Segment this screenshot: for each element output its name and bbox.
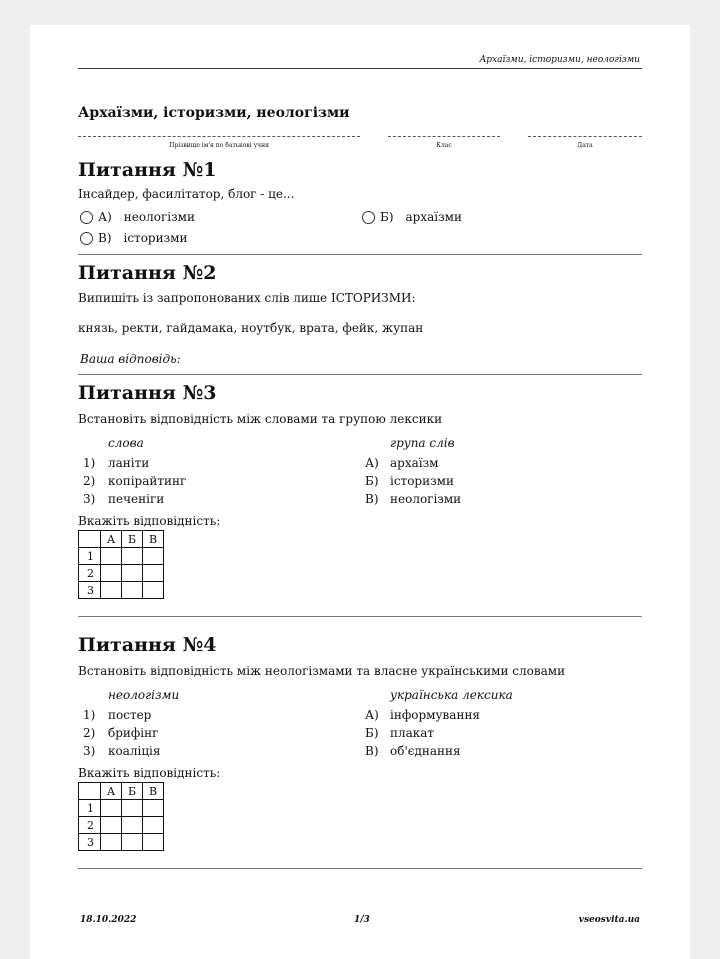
separator [78,374,642,375]
grid-col-head: Б [122,531,143,548]
left-column-head: слова [108,436,144,450]
left-column-head: неологізми [108,688,180,702]
item-label: постер [108,708,152,722]
grid-cell[interactable] [122,582,143,599]
header-rule [78,68,642,69]
item-label: ланіти [108,456,150,470]
grid-row-head: 2 [79,817,101,834]
footer-page-number: 1/3 [354,915,370,925]
item-number: 2) [83,474,96,488]
radio-icon[interactable] [80,211,93,224]
grid-cell[interactable] [101,834,122,851]
grid-cell[interactable] [122,565,143,582]
grid-cell[interactable] [143,565,164,582]
option-label: історизми [123,231,188,245]
question-1-text: Інсайдер, фасилітатор, блог - це... [78,187,295,201]
grid-row-head: 1 [79,800,101,817]
item-label: брифінг [108,726,159,740]
class-field-label: Клас [436,142,452,149]
match-left-item [83,474,186,488]
class-field-line[interactable] [388,136,500,137]
match-left-item [83,492,164,506]
option-letter: А) [98,210,112,224]
match-right-item [365,726,434,740]
radio-icon[interactable] [362,211,375,224]
separator [78,868,642,869]
item-label: об'єднання [390,744,461,758]
question-2-title: Питання №2 [78,262,217,284]
option-letter: Б) [380,210,394,224]
option-label: неологізми [123,210,195,224]
grid-cell[interactable] [143,817,164,834]
date-field-line[interactable] [528,136,642,137]
right-column-head: група слів [390,436,455,450]
answer-grid [78,530,164,599]
item-label: печеніги [108,492,165,506]
running-header: Архаїзми, історизми, неологізми [479,55,640,65]
grid-col-head: А [101,531,122,548]
item-number: 3) [83,744,96,758]
grid-cell[interactable] [101,800,122,817]
grid-cell[interactable] [143,800,164,817]
question-3-text: Встановіть відповідність між словами та групою лексики [78,412,443,426]
item-label: коаліція [108,744,161,758]
grid-cell[interactable] [101,565,122,582]
item-number: В) [365,492,379,506]
grid-cell[interactable] [122,548,143,565]
grid-row-head: 1 [79,548,101,565]
grid-row-head: 3 [79,834,101,851]
q1-option-b[interactable] [362,210,462,224]
item-number: 1) [83,456,96,470]
grid-corner [79,783,101,800]
match-left-item [83,744,160,758]
grid-cell[interactable] [122,800,143,817]
item-number: А) [365,456,379,470]
grid-col-head: А [101,783,122,800]
match-right-item [365,744,461,758]
separator [78,616,642,617]
name-field-label: Прізвище ім'я по батькові учня [169,142,269,149]
question-2-words: князь, ректи, гайдамака, ноутбук, врата, фейк, жупан [78,321,424,335]
item-number: Б) [365,474,379,488]
item-label: архаїзм [390,456,439,470]
grid-col-head: В [143,783,164,800]
grid-cell[interactable] [101,548,122,565]
document-title: Архаїзми, історизми, неологізми [78,105,350,121]
separator [78,254,642,255]
date-field-label: Дата [577,142,593,149]
item-number: В) [365,744,379,758]
option-label: архаїзми [405,210,462,224]
item-number: 2) [83,726,96,740]
grid-corner [79,531,101,548]
radio-icon[interactable] [80,232,93,245]
q1-option-a[interactable] [80,210,195,224]
grid-row-head: 3 [79,582,101,599]
item-number: 1) [83,708,96,722]
footer-site: vseosvita.ua [578,915,640,925]
right-column-head: українська лексика [390,688,513,702]
grid-cell[interactable] [143,834,164,851]
match-left-item [83,726,158,740]
question-2-text: Випишіть із запропонованих слів лише ІСТОРИЗМИ: [78,291,416,305]
answer-label: Ваша відповідь: [80,352,181,366]
grid-label: Вкажіть відповідність: [78,766,221,780]
grid-cell[interactable] [101,582,122,599]
item-label: плакат [390,726,435,740]
item-label: копірайтинг [108,474,187,488]
document-page [30,25,690,959]
grid-cell[interactable] [122,834,143,851]
grid-cell[interactable] [101,817,122,834]
match-right-item [365,708,480,722]
match-right-item [365,474,454,488]
option-letter: В) [98,231,112,245]
match-left-item [83,456,149,470]
grid-cell[interactable] [122,817,143,834]
question-3-title: Питання №3 [78,382,217,404]
item-label: неологізми [390,492,462,506]
answer-grid [78,782,164,851]
q1-option-c[interactable] [80,231,187,245]
grid-cell[interactable] [143,548,164,565]
question-1-title: Питання №1 [78,159,217,181]
grid-row-head: 2 [79,565,101,582]
item-number: А) [365,708,379,722]
match-right-item [365,492,461,506]
question-4-title: Питання №4 [78,634,217,656]
footer-date: 18.10.2022 [80,915,137,925]
grid-cell[interactable] [143,582,164,599]
item-number: Б) [365,726,379,740]
name-field-line[interactable] [78,136,360,137]
grid-label: Вкажіть відповідність: [78,514,221,528]
question-4-text: Встановіть відповідність між неологізмами та власне українськими словами [78,664,566,678]
grid-col-head: Б [122,783,143,800]
item-number: 3) [83,492,96,506]
item-label: історизми [390,474,454,488]
match-right-item [365,456,438,470]
grid-col-head: В [143,531,164,548]
item-label: інформування [390,708,481,722]
match-left-item [83,708,151,722]
